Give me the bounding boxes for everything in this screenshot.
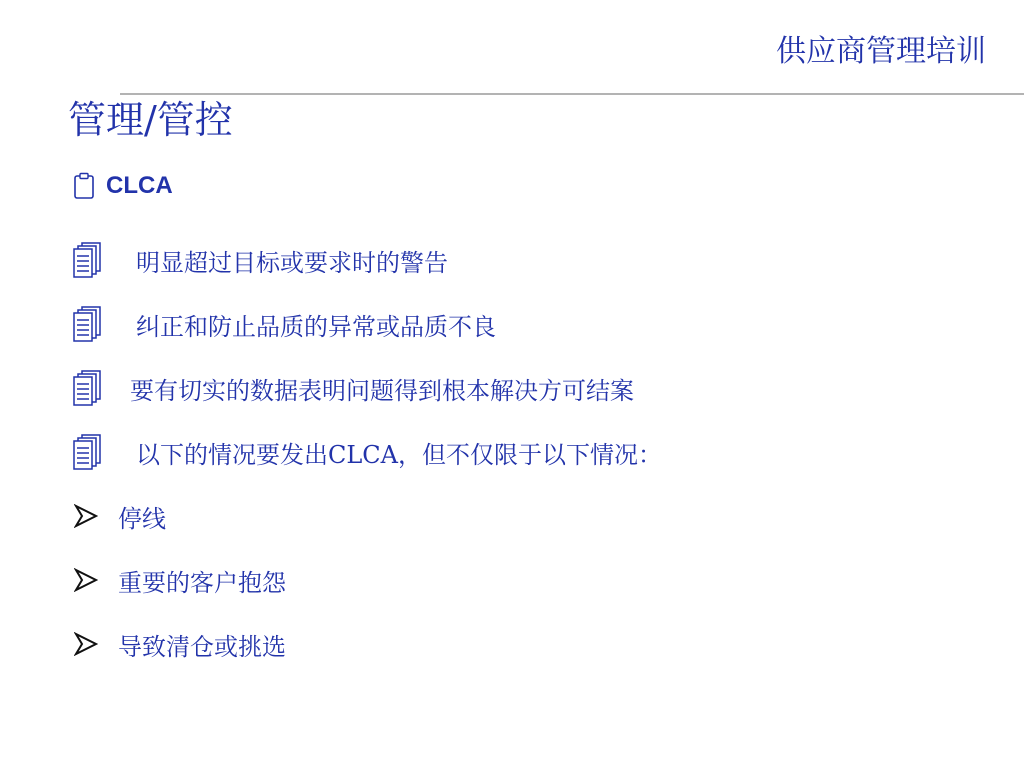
list-item bbox=[74, 484, 286, 548]
document-stack-icon bbox=[72, 241, 104, 279]
list-item bbox=[72, 420, 662, 484]
header-title: 供应商管理培训 bbox=[776, 34, 986, 69]
header-divider bbox=[120, 93, 1024, 95]
bullet-text: 要有切实的数据表明问题得到根本解决方可结案 bbox=[130, 376, 634, 405]
list-item bbox=[72, 228, 662, 292]
clipboard-icon bbox=[72, 172, 96, 200]
section-label: CLCA bbox=[106, 172, 173, 199]
bullet-text: 以下的情况要发出CLCA，但不仅限于以下情况： bbox=[136, 440, 662, 469]
arrow-bullet-icon bbox=[74, 568, 98, 592]
arrow-bullet-icon bbox=[74, 504, 98, 528]
arrow-bullet-icon bbox=[74, 632, 98, 656]
section-heading bbox=[72, 168, 173, 204]
bullet-text: 纠正和防止品质的异常或品质不良 bbox=[136, 312, 496, 341]
sub-bullet-text: 导致清仓或挑选 bbox=[118, 632, 286, 661]
page-title: 管理/管控 bbox=[68, 98, 233, 142]
sub-bullet-text: 重要的客户抱怨 bbox=[118, 568, 286, 597]
document-stack-icon bbox=[72, 369, 104, 407]
list-item bbox=[72, 356, 662, 420]
document-stack-icon bbox=[72, 433, 104, 471]
list-item bbox=[74, 548, 286, 612]
document-stack-icon bbox=[72, 305, 104, 343]
bullet-text: 明显超过目标或要求时的警告 bbox=[136, 248, 448, 277]
list-item bbox=[72, 292, 662, 356]
list-item bbox=[74, 612, 286, 676]
sub-bullet-list bbox=[74, 484, 286, 676]
bullet-list bbox=[72, 228, 662, 484]
sub-bullet-text: 停线 bbox=[118, 504, 166, 533]
